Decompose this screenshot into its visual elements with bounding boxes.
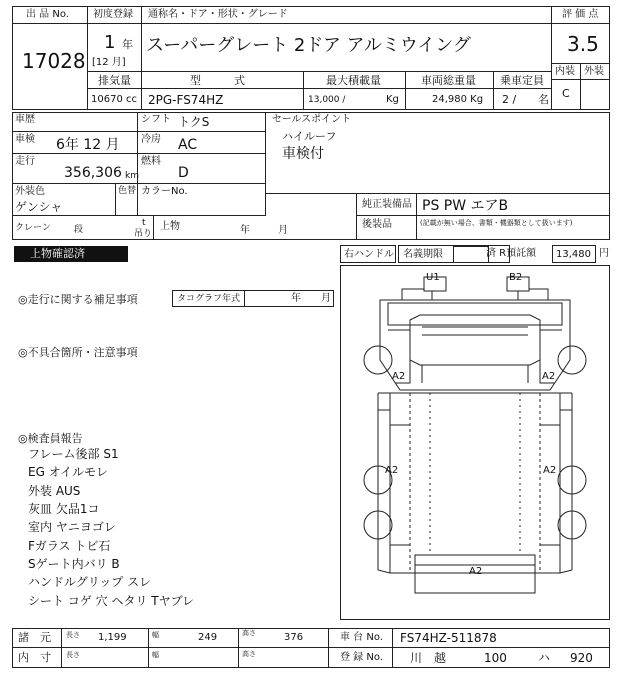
diagram-mark: A2 — [542, 371, 556, 382]
height-label: 高さ — [242, 629, 256, 637]
gross-weight-label-cell — [406, 72, 494, 89]
model-label: 通称名・ドア・形状・グレード — [148, 9, 288, 20]
diagram-mark-u1: U1 — [426, 272, 440, 283]
cooling-label: 冷房 — [141, 134, 161, 145]
interior-dims-label: 内 寸 — [18, 651, 51, 664]
shift-value: トクS — [178, 115, 210, 129]
mileage-value: 356,306 — [64, 165, 122, 181]
capacity-unit: 名 — [538, 93, 549, 106]
tacho-divider — [244, 290, 245, 307]
upper-month: 月 — [278, 225, 288, 236]
crane-ton: t — [142, 218, 146, 228]
confirm-header-label: 上物確認済 — [30, 247, 85, 260]
name-change-box — [453, 246, 489, 263]
mileage-label: 走行 — [15, 156, 35, 167]
color-no-label: 色替 — [118, 186, 137, 196]
lot-label-cell — [12, 6, 88, 24]
first-reg-cell — [88, 24, 142, 72]
color-code-label: カラーNo. — [141, 186, 188, 197]
equipment-label: 純正装備品 — [362, 199, 412, 210]
capacity-label: 乗車定員 — [500, 74, 544, 87]
tachograph-label: タコグラフ年式 — [177, 294, 241, 304]
capacity-value: 2 / — [502, 93, 517, 106]
gross-weight-value: 24,980 Kg — [432, 94, 484, 105]
first-reg-label-cell — [88, 6, 142, 24]
dims-divider-2 — [238, 628, 239, 668]
first-reg-year: 1 — [104, 32, 116, 53]
cooling-cell — [138, 132, 266, 154]
diagram-mark: A2 — [469, 566, 483, 577]
shift-cell — [138, 112, 266, 132]
history-label: 車歴 — [15, 114, 35, 125]
interior-grade-cell — [552, 80, 581, 110]
reg-kana: ハ — [538, 651, 551, 665]
crane-hang: 吊り — [134, 229, 153, 239]
shaken-value: 6年 12 月 — [56, 137, 120, 153]
color-no-cell — [116, 184, 138, 216]
reg-class: 100 — [484, 651, 507, 665]
aftermarket-cell — [356, 216, 610, 240]
type-label-cell — [142, 72, 304, 89]
inspector-note: シート コゲ 穴 ヘタリ Tヤブレ — [28, 594, 195, 608]
sales-point-1: ハイルーフ — [282, 130, 337, 143]
name-change-label: 名義期限 — [403, 249, 443, 260]
lot-label: 出 品 No. — [26, 9, 69, 20]
capacity-cell — [494, 89, 552, 110]
displacement-label: 排気量 — [98, 74, 131, 87]
sales-point-cell — [266, 112, 610, 194]
recycle-fee-cell — [552, 245, 596, 263]
handle-cell — [340, 245, 396, 263]
inspector-note: 外装 AUS — [28, 484, 81, 498]
interior-grade-label-cell — [552, 64, 581, 80]
diagram-mark-b2: B2 — [509, 272, 523, 283]
exterior-grade-label: 外装 — [584, 66, 604, 77]
type-cell — [142, 89, 304, 110]
displacement-label-cell — [88, 72, 142, 89]
grade-label-cell — [552, 6, 610, 24]
exterior-grade-label-cell — [581, 64, 610, 80]
diagram-mark: A2 — [543, 465, 557, 476]
recycle-label: 済 R預託額 — [486, 248, 537, 259]
grade-value: 3.5 — [567, 32, 599, 56]
lot-number-cell — [12, 24, 88, 110]
recycle-unit: 円 — [599, 248, 609, 259]
max-load-value: 13,000 / — [308, 95, 346, 105]
mileage-unit: km — [125, 171, 139, 181]
ext-color-value: ゲンシャ — [15, 200, 63, 214]
lot-number: 17028 — [22, 49, 86, 73]
dims-label: 諸 元 — [18, 631, 51, 644]
length-value: 1,199 — [98, 632, 127, 643]
reg-area: 川 越 — [410, 651, 447, 665]
inspector-note: 室内 ヤニヨゴレ — [28, 520, 116, 534]
grade-label: 評 価 点 — [562, 9, 599, 20]
dims-divider-1 — [148, 628, 149, 668]
color-code-cell — [138, 184, 266, 216]
tacho-month: 月 — [321, 293, 331, 304]
crane-cell — [12, 216, 154, 240]
exterior-grade-cell — [581, 80, 610, 110]
first-reg-year-unit: 年 — [122, 38, 133, 51]
diagram-mark: A2 — [385, 465, 399, 476]
mileage-cell — [12, 154, 138, 184]
reg-label: 登 録 No. — [340, 652, 383, 663]
upper-cell — [154, 216, 356, 240]
model-label-cell — [142, 6, 552, 24]
chassis-label: 車 台 No. — [340, 632, 383, 643]
driving-title: ◎走行に関する補足事項 — [18, 293, 138, 306]
in-length-label: 長さ — [66, 651, 80, 659]
shaken-label: 車検 — [15, 134, 35, 145]
capacity-label-cell — [494, 72, 552, 89]
confirm-header — [14, 246, 128, 262]
type-label: 型 式 — [190, 74, 245, 87]
inspector-note: Sゲート内バリ B — [28, 557, 120, 571]
defects-title: ◎不具合箇所・注意事項 — [18, 346, 138, 359]
fuel-cell — [138, 154, 266, 184]
crane-step: 段 — [74, 225, 84, 235]
interior-grade: C — [562, 87, 570, 100]
max-load-label-cell — [304, 72, 406, 89]
inspector-note: Fガラス トビ石 — [28, 539, 111, 553]
sales-point-2: 車検付 — [282, 146, 324, 162]
max-load-unit: Kg — [386, 94, 399, 105]
first-reg-month: [12 月] — [92, 57, 126, 68]
length-label: 長さ — [66, 631, 80, 639]
recycle-fee: 13,480 — [556, 249, 591, 260]
cooling-value: AC — [178, 137, 198, 153]
max-load-label: 最大積載量 — [326, 74, 381, 87]
upper-label: 上物 — [160, 221, 180, 232]
crane-label: クレーン — [15, 223, 51, 233]
gross-weight-cell — [406, 89, 494, 110]
shift-label: シフト — [141, 114, 171, 125]
type-value: 2PG-FS74HZ — [148, 93, 224, 107]
fuel-value: D — [178, 165, 189, 181]
in-height-label: 高さ — [242, 650, 256, 658]
model-cell — [142, 24, 552, 72]
inspector-note: ハンドルグリップ スレ — [28, 575, 152, 589]
ext-color-label: 外装色 — [15, 186, 45, 197]
history-cell — [12, 112, 138, 132]
dims-divider-4 — [392, 628, 393, 668]
inspector-note: 灰皿 欠品1コ — [28, 502, 100, 516]
aftermarket-note: (記載が無い場合、書類・機器類として扱います) — [420, 219, 573, 227]
grade-cell — [552, 24, 610, 64]
width-value: 249 — [198, 632, 218, 643]
first-reg-label: 初度登録 — [93, 9, 133, 20]
equipment-cell — [356, 194, 610, 216]
height-value: 376 — [284, 632, 304, 643]
tacho-year: 年 — [291, 293, 301, 304]
interior-grade-label: 内装 — [555, 66, 575, 77]
in-width-label: 幅 — [152, 651, 159, 659]
chassis-value: FS74HZ-511878 — [400, 631, 497, 645]
fuel-label: 燃料 — [141, 156, 161, 167]
tachograph-cell — [172, 290, 334, 307]
handle-value: 右ハンドル — [344, 249, 394, 260]
model-name: スーパーグレート 2ドア アルミウイング — [146, 35, 471, 56]
ext-color-cell — [12, 184, 116, 216]
gross-weight-label: 車両総重量 — [421, 74, 476, 87]
inspector-title: ◎検査員報告 — [18, 432, 83, 445]
displacement-value: 10670 cc — [91, 94, 137, 105]
shaken-cell — [12, 132, 138, 154]
equipment-value: PS PW エアB — [422, 198, 509, 214]
inspector-note: EG オイルモレ — [28, 465, 109, 479]
displacement-cell — [88, 89, 142, 110]
max-load-cell — [304, 89, 406, 110]
dims-divider-3 — [328, 628, 329, 668]
upper-year: 年 — [240, 225, 250, 236]
sales-point-label: セールスポイント — [272, 114, 352, 125]
diagram-mark: A2 — [392, 371, 406, 382]
aftermarket-label: 後装品 — [362, 219, 392, 230]
reg-number: 920 — [570, 651, 593, 665]
inspector-note: フレーム後部 S1 — [28, 447, 119, 461]
width-label: 幅 — [152, 631, 159, 639]
